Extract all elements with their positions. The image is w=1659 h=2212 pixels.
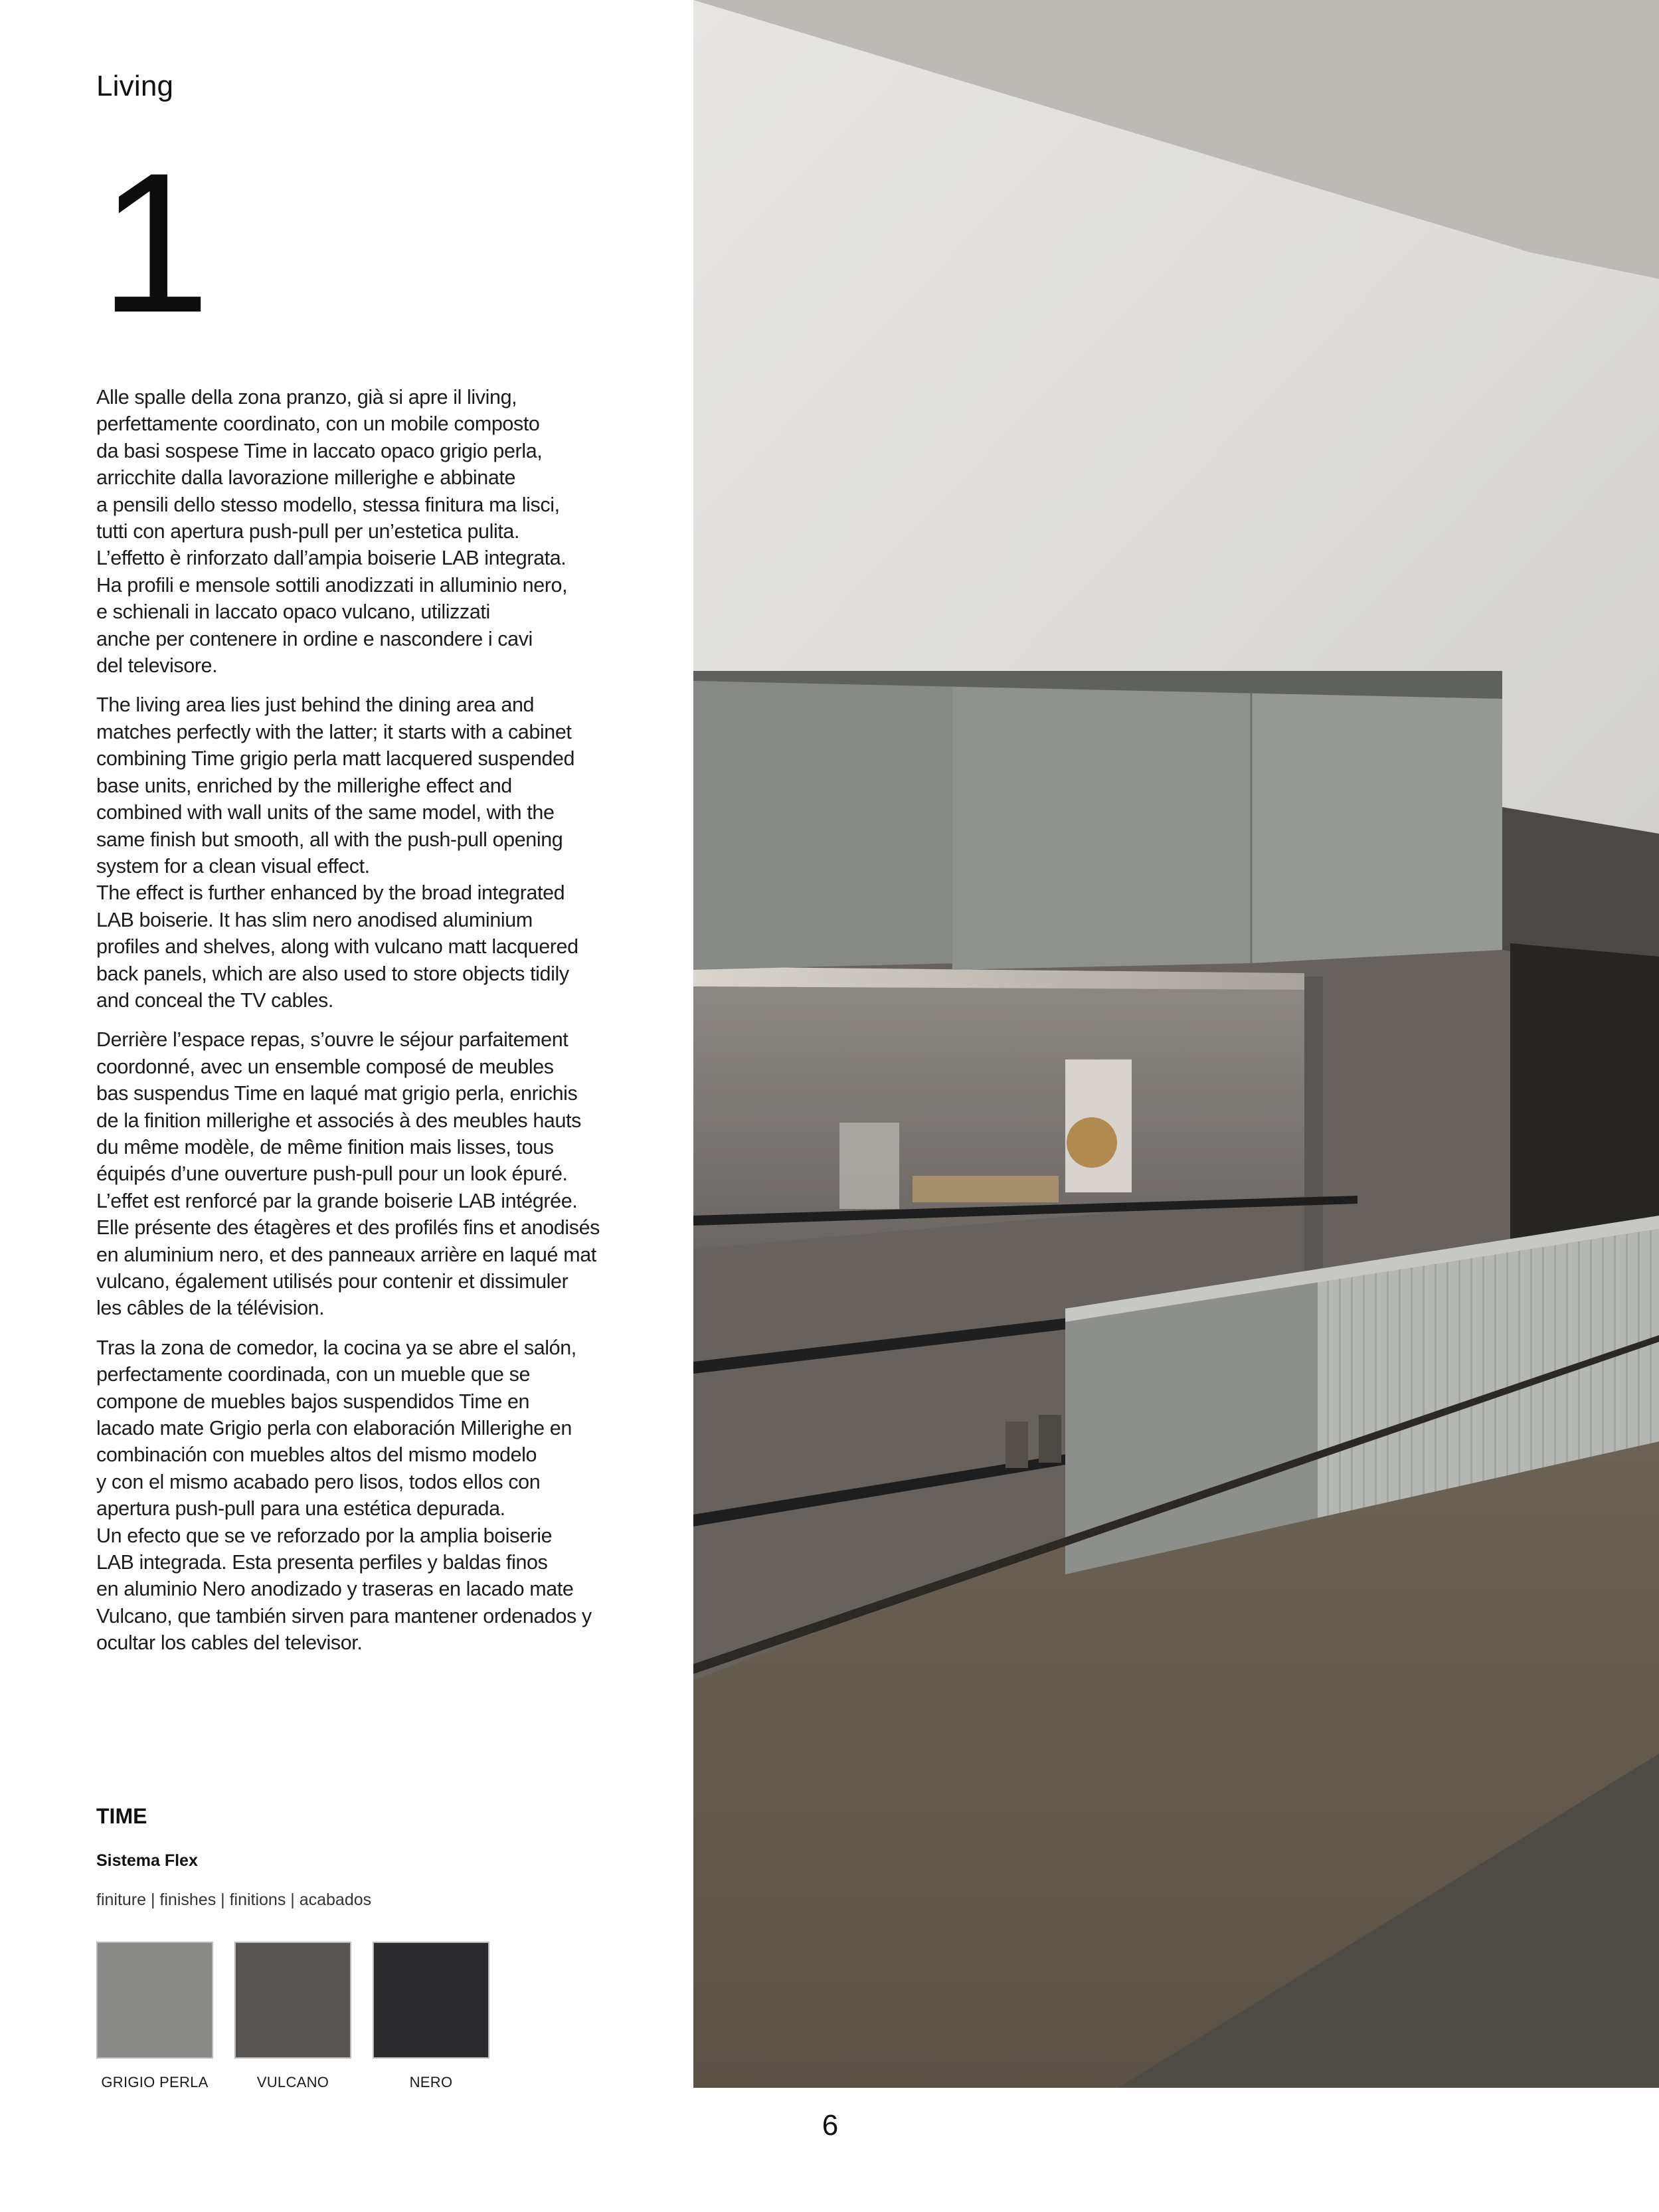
living-room-photo (693, 0, 1659, 2088)
page-number: 6 (822, 2109, 839, 2142)
finishes-caption: finiture | finishes | finitions | acabados (96, 1890, 372, 1909)
swatch-chip (96, 1942, 213, 2059)
swatch-chip (234, 1942, 351, 2059)
chapter-number: 1 (100, 131, 207, 354)
swatch-chip (373, 1942, 489, 2059)
description-text (96, 384, 628, 1669)
swatch-grigio-perla (96, 1942, 213, 2091)
swatch-nero (373, 1942, 489, 2091)
paragraph-italian: Alle spalle della zona pranzo, già si apre il living, perfettamente coordinato, con un mobile composto da basi sospese Time in laccato opaco grigio perla, arricchite dalla lavorazione millerighe e abbinate a pensili dello stesso modello, stessa finitura ma lisci, tutti con apertura push-pull per un’estetica pulita. L’effetto è rinforzato dall’ampia boiserie LAB integrata. Ha profili e mensole sottili anodizzati in alluminio nero, e schienali in laccato opaco vulcano, utilizzati anche per contenere in ordine e nascondere i cavi del televisore. (96, 386, 568, 678)
product-info (96, 1804, 628, 1910)
swatch-vulcano (234, 1942, 351, 2091)
finish-swatches (96, 1942, 561, 2088)
paragraph-spanish: Tras la zona de comedor, la cocina ya se abre el salón, perfectamente coordinada, con un mueble que se compone de muebles bajos suspendidos Time en lacado mate Grigio perla con elaboración Millerighe en combinación con muebles altos del mismo modelo y con el mismo acabado pero lisos, todos ellos con apertura push-pull para una estética depurada. Un efecto que se ve reforzado por la amplia boiserie LAB integrada. Esta presenta perfiles y baldas finos en aluminio Nero anodizado y traseras en lacado mate Vulcano, que también sirven para mantener ordenados y ocultar los cables del televisor. (96, 1336, 592, 1655)
product-name: TIME (96, 1804, 147, 1828)
section-title: Living (96, 70, 174, 102)
paragraph-english: The living area lies just behind the dining area and matches perfectly with the latter; it starts with a cabinet combining Time grigio perla matt lacquered suspended base units, enriched by the millerighe effect and combined with wall units of the same model, with the same finish but smooth, all with the push-pull opening system for a clean visual effect. The effect is further enhanced by the broad integrated LAB boiserie. It has slim nero anodised aluminium profiles and shelves, along with vulcano matt lacquered back panels, which are also used to store objects tidily and conceal the TV cables. (96, 693, 578, 1012)
paragraph-french: Derrière l’espace repas, s’ouvre le séjour parfaitement coordonné, avec un ensemble composé de meubles bas suspendus Time en laqué mat grigio perla, enrichis de la finition millerighe et associés à des meubles hauts du même modèle, de même finition mais lisses, tous équipés d’une ouverture push-pull pour un look épuré. L’effet est renforcé par la grande boiserie LAB intégrée. Elle présente des étagères et des profilés fins et anodisés en aluminium nero, et des panneaux arrière en laqué mat vulcano, également utilisés pour contenir et dissimuler les câbles de la télévision. (96, 1028, 600, 1320)
swatch-label: NERO (409, 2074, 453, 2090)
swatch-label: GRIGIO PERLA (101, 2074, 209, 2090)
swatch-label: VULCANO (256, 2074, 329, 2090)
system-name: Sistema Flex (96, 1851, 198, 1870)
